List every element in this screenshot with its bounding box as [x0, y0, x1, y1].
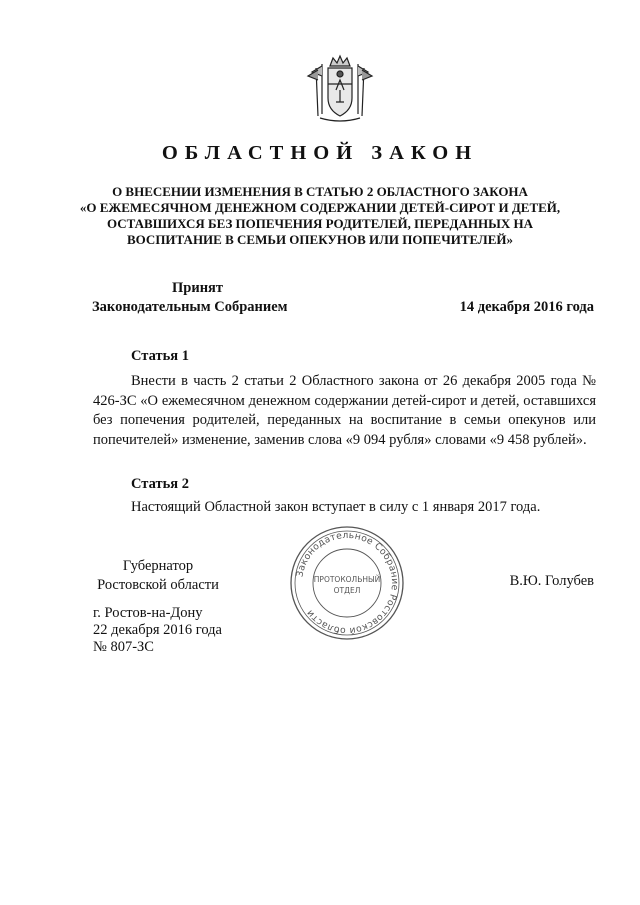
coat-of-arms-icon — [300, 54, 380, 124]
stamp-center-line2: ОТДЕЛ — [333, 586, 361, 595]
official-stamp — [288, 524, 406, 642]
governor-name: В.Ю. Голубев — [509, 573, 594, 589]
place-date-block — [93, 605, 222, 656]
law-subtitle — [60, 184, 580, 248]
adopted-by: Законодательным Собранием — [92, 299, 288, 315]
article-2-text: Настоящий Областной закон вступает в силу с 1 января 2017 года. — [131, 499, 541, 515]
subtitle-line: О ВНЕСЕНИИ ИЗМЕНЕНИЯ В СТАТЬЮ 2 ОБЛАСТНОГО ЗАКОНА — [112, 184, 528, 199]
signing-date: 22 декабря 2016 года — [93, 622, 222, 638]
article-1-heading: Статья 1 — [131, 348, 189, 364]
governor-region-line: Ростовской области — [97, 577, 219, 593]
article-1-text: Внести в часть 2 статьи 2 Областного закона от 26 декабря 2005 года № 426-ЗС «О ежемесячном денежном содержании детей-сирот и детей, оставшихся без попечения родителей, переданных на воспитание в семьи опекунов или попечителей» изменение, заменив слова «9 094 рубля» словами «9 458 рублей». — [93, 373, 596, 448]
subtitle-line: ВОСПИТАНИЕ В СЕМЬИ ОПЕКУНОВ ИЛИ ПОПЕЧИТЕЛЕЙ» — [126, 232, 514, 247]
signing-place: г. Ростов-на-Дону — [93, 605, 203, 621]
law-number: № 807-ЗС — [93, 639, 154, 655]
subtitle-line: «О ЕЖЕМЕСЯЧНОМ ДЕНЕЖНОМ СОДЕРЖАНИИ ДЕТЕЙ-СИРОТ И ДЕТЕЙ, — [79, 200, 561, 215]
subtitle-line: ОСТАВШИХСЯ БЕЗ ПОПЕЧЕНИЯ РОДИТЕЛЕЙ, ПЕРЕДАННЫХ НА — [106, 216, 534, 231]
adopted-label: Принят — [172, 280, 224, 296]
adoption-date: 14 декабря 2016 года — [459, 299, 594, 315]
stamp-center-line1: ПРОТОКОЛЬНЫЙ — [313, 575, 381, 584]
law-title: ОБЛАСТНОЙ ЗАКОН — [161, 142, 479, 164]
governor-title-line: Губернатор — [122, 558, 194, 574]
governor-title — [93, 557, 223, 595]
stamp-ring-text: Законодательное Собрание Ростовской области — [294, 529, 401, 637]
article-2-heading: Статья 2 — [131, 476, 189, 492]
